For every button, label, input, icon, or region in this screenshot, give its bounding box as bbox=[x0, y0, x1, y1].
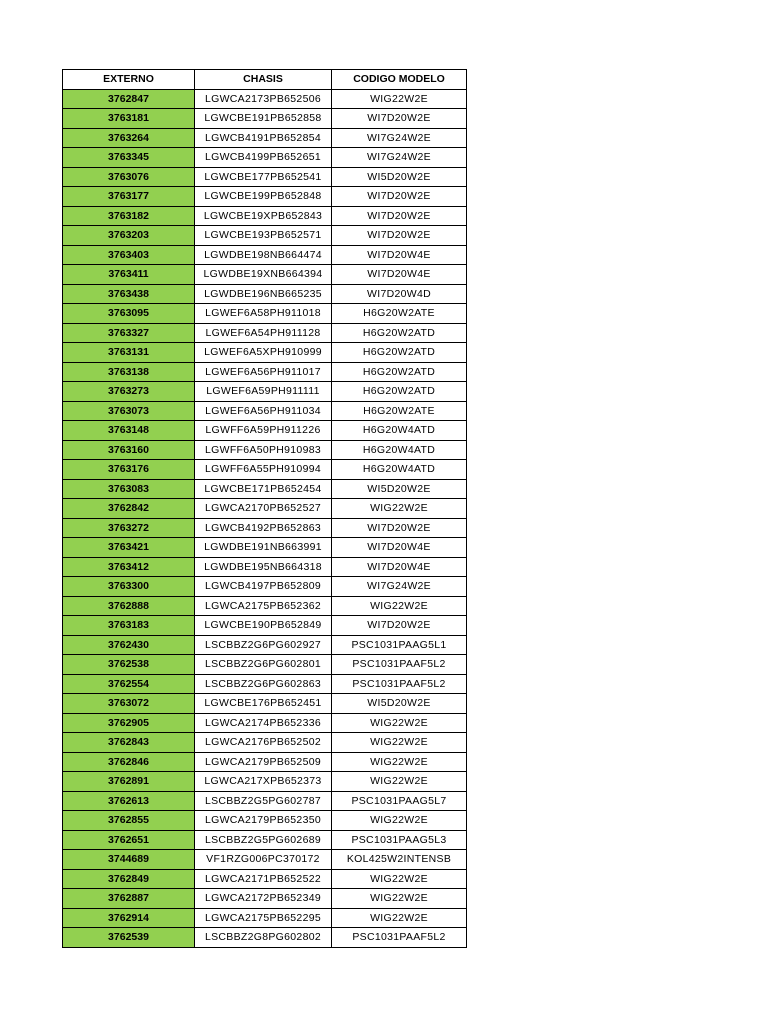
externo-cell: 3763177 bbox=[63, 187, 195, 207]
header-codigo-modelo: CODIGO MODELO bbox=[332, 70, 467, 90]
codigo-modelo-cell: WIG22W2E bbox=[332, 811, 467, 831]
externo-cell: 3762842 bbox=[63, 499, 195, 519]
chasis-cell: LSCBBZ2G6PG602801 bbox=[195, 655, 332, 675]
chasis-cell: LGWCB4199PB652651 bbox=[195, 148, 332, 168]
table-row bbox=[63, 869, 467, 889]
externo-cell: 3763095 bbox=[63, 304, 195, 324]
codigo-modelo-cell: WIG22W2E bbox=[332, 499, 467, 519]
chasis-cell: LGWEF6A56PH911017 bbox=[195, 362, 332, 382]
externo-cell: 3763203 bbox=[63, 226, 195, 246]
header-externo: EXTERNO bbox=[63, 70, 195, 90]
codigo-modelo-cell: H6G20W2ATD bbox=[332, 323, 467, 343]
chasis-cell: LGWCA2174PB652336 bbox=[195, 713, 332, 733]
table-row bbox=[63, 148, 467, 168]
table-row bbox=[63, 791, 467, 811]
table-row bbox=[63, 811, 467, 831]
chasis-cell: LGWDBE191NB663991 bbox=[195, 538, 332, 558]
externo-cell: 3763181 bbox=[63, 109, 195, 129]
chasis-cell: LGWCA2172PB652349 bbox=[195, 889, 332, 909]
externo-cell: 3763264 bbox=[63, 128, 195, 148]
codigo-modelo-cell: WI7D20W2E bbox=[332, 226, 467, 246]
externo-cell: 3763345 bbox=[63, 148, 195, 168]
externo-cell: 3763438 bbox=[63, 284, 195, 304]
table-row bbox=[63, 460, 467, 480]
externo-cell: 3762849 bbox=[63, 869, 195, 889]
table-row bbox=[63, 323, 467, 343]
externo-cell: 3763273 bbox=[63, 382, 195, 402]
externo-cell: 3762430 bbox=[63, 635, 195, 655]
externo-cell: 3762846 bbox=[63, 752, 195, 772]
externo-cell: 3763182 bbox=[63, 206, 195, 226]
chasis-cell: LGWEF6A54PH911128 bbox=[195, 323, 332, 343]
codigo-modelo-cell: WI7D20W4E bbox=[332, 557, 467, 577]
chasis-cell: LGWCA2173PB652506 bbox=[195, 89, 332, 109]
externo-cell: 3763073 bbox=[63, 401, 195, 421]
table-row bbox=[63, 284, 467, 304]
chasis-cell: LGWCBE199PB652848 bbox=[195, 187, 332, 207]
table-row bbox=[63, 382, 467, 402]
externo-cell: 3763272 bbox=[63, 518, 195, 538]
chasis-cell: LGWEF6A5XPH910999 bbox=[195, 343, 332, 363]
codigo-modelo-cell: WI7G24W2E bbox=[332, 577, 467, 597]
externo-cell: 3763411 bbox=[63, 265, 195, 285]
table-row bbox=[63, 538, 467, 558]
codigo-modelo-cell: WI7G24W2E bbox=[332, 128, 467, 148]
externo-cell: 3762888 bbox=[63, 596, 195, 616]
table-row bbox=[63, 479, 467, 499]
chasis-cell: LGWDBE195NB664318 bbox=[195, 557, 332, 577]
table-row bbox=[63, 499, 467, 519]
chasis-cell: LGWCBE171PB652454 bbox=[195, 479, 332, 499]
externo-cell: 3763176 bbox=[63, 460, 195, 480]
codigo-modelo-cell: WIG22W2E bbox=[332, 772, 467, 792]
externo-cell: 3762847 bbox=[63, 89, 195, 109]
codigo-modelo-cell: H6G20W4ATD bbox=[332, 421, 467, 441]
table-row bbox=[63, 772, 467, 792]
table-row bbox=[63, 752, 467, 772]
chasis-cell: LGWCA2175PB652362 bbox=[195, 596, 332, 616]
chasis-cell: LSCBBZ2G6PG602927 bbox=[195, 635, 332, 655]
table-row bbox=[63, 694, 467, 714]
chasis-cell: LGWCBE191PB652858 bbox=[195, 109, 332, 129]
codigo-modelo-cell: WI7D20W2E bbox=[332, 187, 467, 207]
table-row bbox=[63, 635, 467, 655]
table-row bbox=[63, 245, 467, 265]
codigo-modelo-cell: WI7D20W2E bbox=[332, 109, 467, 129]
codigo-modelo-cell: WIG22W2E bbox=[332, 908, 467, 928]
chasis-cell: LSCBBZ2G6PG602863 bbox=[195, 674, 332, 694]
codigo-modelo-cell: WI7D20W4E bbox=[332, 245, 467, 265]
table-row bbox=[63, 226, 467, 246]
table-row bbox=[63, 733, 467, 753]
externo-cell: 3763160 bbox=[63, 440, 195, 460]
chasis-cell: LGWFF6A50PH910983 bbox=[195, 440, 332, 460]
chasis-cell: LSCBBZ2G5PG602689 bbox=[195, 830, 332, 850]
chasis-cell: LGWCA2179PB652509 bbox=[195, 752, 332, 772]
codigo-modelo-cell: WI7G24W2E bbox=[332, 148, 467, 168]
chasis-cell: LGWCBE193PB652571 bbox=[195, 226, 332, 246]
table-row bbox=[63, 401, 467, 421]
table-row bbox=[63, 109, 467, 129]
table-row bbox=[63, 674, 467, 694]
codigo-modelo-cell: WI5D20W2E bbox=[332, 694, 467, 714]
codigo-modelo-cell: WI5D20W2E bbox=[332, 479, 467, 499]
table-row bbox=[63, 655, 467, 675]
chasis-cell: LGWCBE19XPB652843 bbox=[195, 206, 332, 226]
table-row bbox=[63, 850, 467, 870]
chasis-cell: LGWCA217XPB652373 bbox=[195, 772, 332, 792]
externo-cell: 3762554 bbox=[63, 674, 195, 694]
chasis-cell: LGWCBE190PB652849 bbox=[195, 616, 332, 636]
chasis-cell: LGWFF6A59PH911226 bbox=[195, 421, 332, 441]
codigo-modelo-cell: H6G20W2ATE bbox=[332, 401, 467, 421]
header-chasis: CHASIS bbox=[195, 70, 332, 90]
externo-cell: 3744689 bbox=[63, 850, 195, 870]
codigo-modelo-cell: PSC1031PAAF5L2 bbox=[332, 655, 467, 675]
codigo-modelo-cell: KOL425W2INTENSB bbox=[332, 850, 467, 870]
chasis-cell: VF1RZG006PC370172 bbox=[195, 850, 332, 870]
table-row bbox=[63, 421, 467, 441]
codigo-modelo-cell: PSC1031PAAG5L7 bbox=[332, 791, 467, 811]
externo-cell: 3762613 bbox=[63, 791, 195, 811]
codigo-modelo-cell: WIG22W2E bbox=[332, 869, 467, 889]
codigo-modelo-cell: WIG22W2E bbox=[332, 89, 467, 109]
codigo-modelo-cell: H6G20W4ATD bbox=[332, 440, 467, 460]
codigo-modelo-cell: PSC1031PAAG5L1 bbox=[332, 635, 467, 655]
externo-cell: 3763421 bbox=[63, 538, 195, 558]
externo-cell: 3763412 bbox=[63, 557, 195, 577]
table-row bbox=[63, 616, 467, 636]
codigo-modelo-cell: H6G20W4ATD bbox=[332, 460, 467, 480]
codigo-modelo-cell: WI7D20W4D bbox=[332, 284, 467, 304]
chasis-cell: LGWCBE177PB652541 bbox=[195, 167, 332, 187]
table-row bbox=[63, 206, 467, 226]
table-row bbox=[63, 128, 467, 148]
codigo-modelo-cell: WI7D20W2E bbox=[332, 518, 467, 538]
codigo-modelo-cell: WI7D20W2E bbox=[332, 616, 467, 636]
codigo-modelo-cell: H6G20W2ATD bbox=[332, 382, 467, 402]
data-table bbox=[62, 69, 467, 948]
codigo-modelo-cell: WI5D20W2E bbox=[332, 167, 467, 187]
externo-cell: 3763403 bbox=[63, 245, 195, 265]
chasis-cell: LGWCB4192PB652863 bbox=[195, 518, 332, 538]
chasis-cell: LGWCA2171PB652522 bbox=[195, 869, 332, 889]
codigo-modelo-cell: WI7D20W4E bbox=[332, 538, 467, 558]
table-row bbox=[63, 908, 467, 928]
chasis-cell: LGWDBE196NB665235 bbox=[195, 284, 332, 304]
table-row bbox=[63, 577, 467, 597]
table-row bbox=[63, 187, 467, 207]
chasis-cell: LGWEF6A59PH911111 bbox=[195, 382, 332, 402]
table-row bbox=[63, 440, 467, 460]
codigo-modelo-cell: WIG22W2E bbox=[332, 733, 467, 753]
codigo-modelo-cell: PSC1031PAAF5L2 bbox=[332, 674, 467, 694]
table-row bbox=[63, 596, 467, 616]
table-row bbox=[63, 713, 467, 733]
table-row bbox=[63, 928, 467, 948]
externo-cell: 3762843 bbox=[63, 733, 195, 753]
header-row bbox=[63, 70, 467, 90]
table-row bbox=[63, 343, 467, 363]
externo-cell: 3762539 bbox=[63, 928, 195, 948]
codigo-modelo-cell: PSC1031PAAG5L3 bbox=[332, 830, 467, 850]
table-row bbox=[63, 89, 467, 109]
externo-cell: 3762538 bbox=[63, 655, 195, 675]
codigo-modelo-cell: WIG22W2E bbox=[332, 889, 467, 909]
externo-cell: 3762651 bbox=[63, 830, 195, 850]
table-row bbox=[63, 518, 467, 538]
externo-cell: 3763183 bbox=[63, 616, 195, 636]
codigo-modelo-cell: WIG22W2E bbox=[332, 752, 467, 772]
externo-cell: 3762905 bbox=[63, 713, 195, 733]
chasis-cell: LGWFF6A55PH910994 bbox=[195, 460, 332, 480]
table-row bbox=[63, 304, 467, 324]
codigo-modelo-cell: WIG22W2E bbox=[332, 713, 467, 733]
chasis-cell: LGWCB4191PB652854 bbox=[195, 128, 332, 148]
externo-cell: 3763072 bbox=[63, 694, 195, 714]
table-row bbox=[63, 830, 467, 850]
chasis-cell: LGWCA2176PB652502 bbox=[195, 733, 332, 753]
table-row bbox=[63, 557, 467, 577]
chasis-cell: LGWCA2175PB652295 bbox=[195, 908, 332, 928]
codigo-modelo-cell: WI7D20W2E bbox=[332, 206, 467, 226]
chasis-cell: LGWDBE198NB664474 bbox=[195, 245, 332, 265]
codigo-modelo-cell: H6G20W2ATE bbox=[332, 304, 467, 324]
externo-cell: 3763076 bbox=[63, 167, 195, 187]
table-body bbox=[63, 89, 467, 947]
table-row bbox=[63, 265, 467, 285]
chasis-cell: LGWCA2170PB652527 bbox=[195, 499, 332, 519]
externo-cell: 3762914 bbox=[63, 908, 195, 928]
externo-cell: 3763131 bbox=[63, 343, 195, 363]
codigo-modelo-cell: WIG22W2E bbox=[332, 596, 467, 616]
codigo-modelo-cell: H6G20W2ATD bbox=[332, 362, 467, 382]
table-row bbox=[63, 889, 467, 909]
chasis-cell: LGWCA2179PB652350 bbox=[195, 811, 332, 831]
externo-cell: 3762891 bbox=[63, 772, 195, 792]
chasis-cell: LGWEF6A56PH911034 bbox=[195, 401, 332, 421]
externo-cell: 3762887 bbox=[63, 889, 195, 909]
chasis-cell: LGWCB4197PB652809 bbox=[195, 577, 332, 597]
externo-cell: 3762855 bbox=[63, 811, 195, 831]
externo-cell: 3763148 bbox=[63, 421, 195, 441]
table-row bbox=[63, 362, 467, 382]
codigo-modelo-cell: PSC1031PAAF5L2 bbox=[332, 928, 467, 948]
externo-cell: 3763300 bbox=[63, 577, 195, 597]
externo-cell: 3763083 bbox=[63, 479, 195, 499]
chasis-cell: LSCBBZ2G5PG602787 bbox=[195, 791, 332, 811]
codigo-modelo-cell: H6G20W2ATD bbox=[332, 343, 467, 363]
chasis-cell: LGWEF6A58PH911018 bbox=[195, 304, 332, 324]
codigo-modelo-cell: WI7D20W4E bbox=[332, 265, 467, 285]
table-row bbox=[63, 167, 467, 187]
externo-cell: 3763138 bbox=[63, 362, 195, 382]
externo-cell: 3763327 bbox=[63, 323, 195, 343]
chasis-cell: LSCBBZ2G8PG602802 bbox=[195, 928, 332, 948]
chasis-cell: LGWCBE176PB652451 bbox=[195, 694, 332, 714]
chasis-cell: LGWDBE19XNB664394 bbox=[195, 265, 332, 285]
